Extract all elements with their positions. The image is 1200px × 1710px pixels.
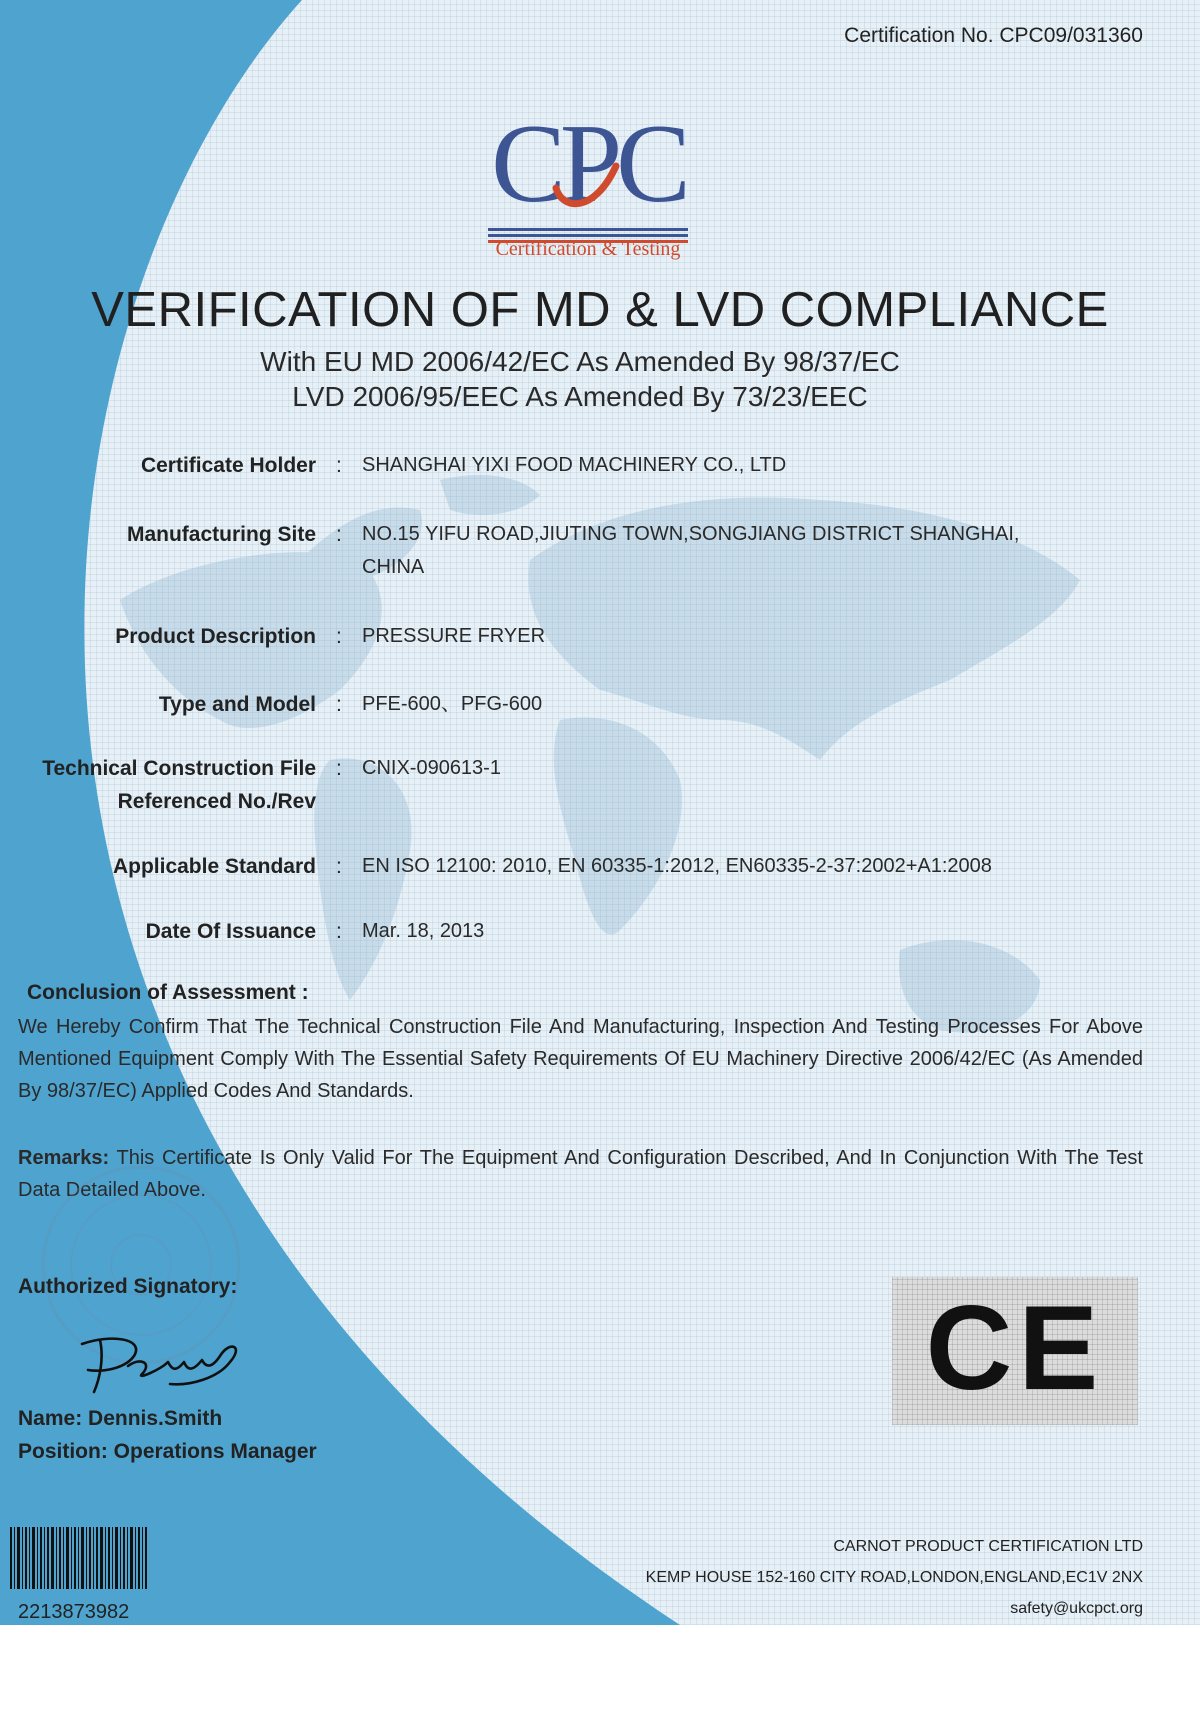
remarks-label: Remarks: bbox=[18, 1147, 110, 1169]
barcode-icon bbox=[10, 1527, 148, 1589]
certification-number: Certification No. CPC09/031360 bbox=[844, 24, 1143, 47]
signatory-position: Position: Operations Manager bbox=[18, 1440, 317, 1463]
signatory-name: Name: Dennis.Smith bbox=[18, 1407, 223, 1430]
subtitle-line-1: With EU MD 2006/42/EC As Amended By 98/37/EC bbox=[260, 346, 900, 377]
date-of-issuance-value: Mar. 18, 2013 bbox=[362, 920, 485, 942]
manufacturing-site-value-line-2: CHINA bbox=[362, 556, 425, 578]
manufacturing-site-label: Manufacturing Site bbox=[126, 523, 316, 546]
type-and-model-label: Type and Model bbox=[158, 693, 316, 716]
field-colon: : bbox=[336, 523, 342, 546]
authorized-signatory-heading: Authorized Signatory: bbox=[18, 1275, 238, 1298]
cpc-logo bbox=[478, 102, 698, 268]
technical-file-label-line-2: Referenced No./Rev bbox=[117, 790, 316, 813]
logo-wordmark: CPC bbox=[491, 102, 685, 226]
product-description-label: Product Description bbox=[115, 625, 316, 648]
signature-icon bbox=[70, 1326, 260, 1401]
logo-swoosh-icon bbox=[548, 148, 628, 218]
conclusion-text: We Hereby Confirm That The Technical Construction File And Manufacturing, Inspection And Testing Processes For Above Mentioned Equipment Comply With The Essential Safety Requirements Of EU Machinery Directive 2006/42/EC (As Amended By 98/37/EC) Applied Codes And Standards. bbox=[18, 1016, 1143, 1102]
barcode-number: 2213873982 bbox=[18, 1601, 130, 1623]
applicable-standard-value: EN ISO 12100: 2010, EN 60335-1:2012, EN60335-2-37:2002+A1:2008 bbox=[362, 855, 992, 877]
field-colon: : bbox=[336, 693, 342, 716]
document-title: VERIFICATION OF MD & LVD COMPLIANCE bbox=[91, 283, 1109, 337]
field-colon: : bbox=[336, 920, 342, 943]
applicable-standard-label: Applicable Standard bbox=[112, 855, 316, 878]
date-of-issuance-label: Date Of Issuance bbox=[145, 920, 316, 943]
ce-mark-text: CE bbox=[925, 1281, 1105, 1415]
logo-tagline: Certification & Testing bbox=[495, 238, 681, 260]
certificate-holder-label: Certificate Holder bbox=[140, 454, 316, 477]
subtitle-line-2: LVD 2006/95/EEC As Amended By 73/23/EEC bbox=[292, 381, 868, 412]
conclusion-label: Conclusion of Assessment : bbox=[27, 981, 309, 1004]
issuer-email: safety@ukcpct.org bbox=[1010, 1600, 1143, 1617]
ce-mark bbox=[892, 1277, 1138, 1425]
certificate-holder-value: SHANGHAI YIXI FOOD MACHINERY CO., LTD bbox=[362, 454, 787, 476]
product-description-value: PRESSURE FRYER bbox=[362, 625, 546, 647]
issuer-company: CARNOT PRODUCT CERTIFICATION LTD bbox=[833, 1538, 1143, 1555]
field-colon: : bbox=[336, 454, 342, 477]
type-and-model-value: PFE-600、PFG-600 bbox=[362, 693, 543, 715]
field-colon: : bbox=[336, 757, 342, 780]
technical-file-label-line-1: Technical Construction File bbox=[42, 757, 316, 780]
issuer-address: KEMP HOUSE 152-160 CITY ROAD,LONDON,ENGLAND,EC1V 2NX bbox=[645, 1569, 1143, 1586]
remarks-text: This Certificate Is Only Valid For The Equipment And Configuration Described, And In Conjunction With The Test Data Detailed Above. bbox=[18, 1147, 1143, 1201]
manufacturing-site-value-line-1: NO.15 YIFU ROAD,JIUTING TOWN,SONGJIANG DISTRICT SHANGHAI, bbox=[362, 523, 1020, 545]
field-colon: : bbox=[336, 625, 342, 648]
field-colon: : bbox=[336, 855, 342, 878]
technical-file-value: CNIX-090613-1 bbox=[362, 757, 501, 779]
